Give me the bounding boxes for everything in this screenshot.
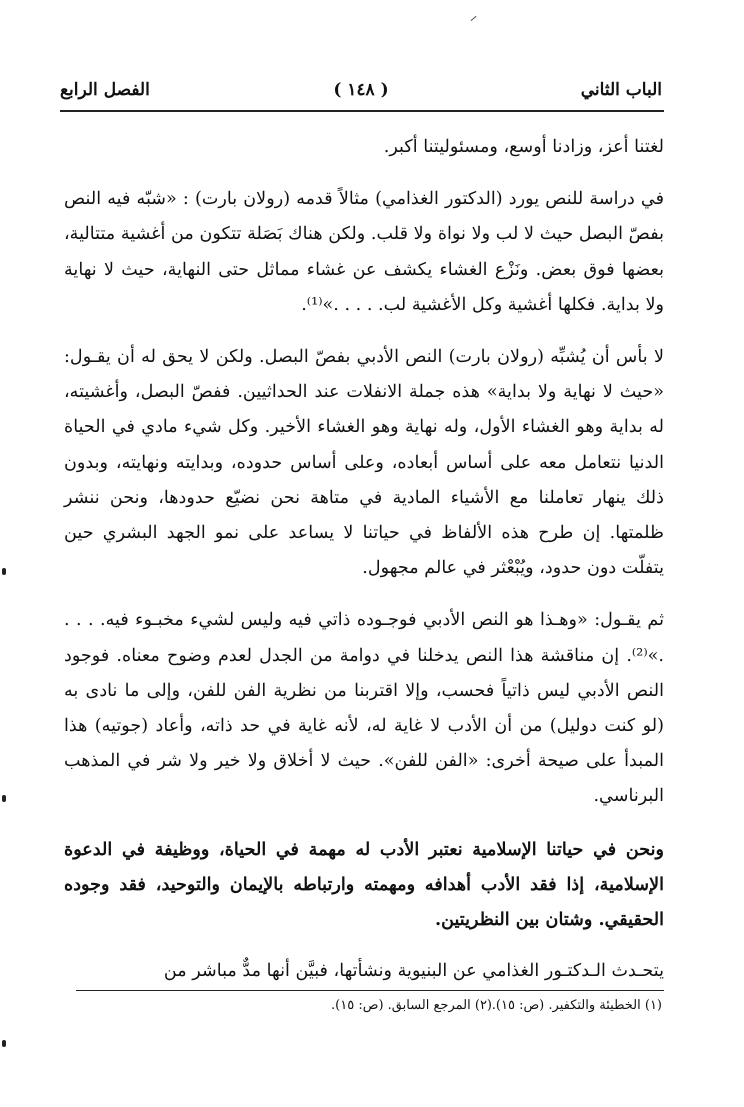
paragraph-3: لا بأس أن يُشبِّه (رولان بارت) النص الأدبي بفصّ البصل. ولكن لا يحق له أن يقـول: «حيث لا نهاية ولا بداية» هذه جملة الانفلات عند الحداثيين. ففصّ البصل، وأغشيته، له بداية وهو الغشاء الأول، وله نهاية وهو الغشاء الأخير. وكل شيء مادي في الحياة الدنيا نتعامل معه على أساس أبعاده، وعلى أساس حدوده، وبدايته ونهايته، وبدون ذلك ينهار تعاملنا مع الأشياء المادية في متاهة نحن نضيّع حدودها، ونحن ننشر ظلمتها. إن طرح هذه الألفاظ في حياتنا لا يساعد على نمو الجهد البشري حين يتفلّت دون حدود، ويُبْعْثر في عالم مجهول.	[64, 347, 664, 579]
paragraph-4: ثم يقـول: «وهـذا هو النص الأدبي فوجـوده ذاتي فيه وليس لشيء مخبـوء فيه. . . . .»⁽²⁾. إن مناقشة هذا النص يدخلنا في دوامة من الجدل لعدم وضوح معناه. فوجود النص الأدبي ليس ذاتياً فحسب، وإلا اقتربنا من نظرية الفن للفن، وإلى ما نادى به (لو كنت دوليل) من أن الأدب لا غاية له، لأنه غاية في حد ذاته، وأعاد (جوتيه) هذا المبدأ على صيحة أخرى: «الفن للفن». حيث لا أخلاق ولا خير ولا شر في المذهب البرناسي.	[64, 610, 664, 807]
chapter-title: الباب الثاني	[580, 80, 662, 100]
footnote-1: (١) الخطيئة والتكفير. (ص: ١٥).	[491, 998, 662, 1013]
page-number: ( ١٤٨ )	[333, 80, 389, 100]
scan-mark	[470, 16, 476, 21]
paragraph-2: في دراسة للنص يورد (الدكتور الغذامي) مثالاً قدمه (رولان بارت) : «شبّه فيه النص بفصّ البصل حيث لا لب ولا نواة ولا قلب. ولكن هناك بَصَلة تتكون من أغشية متتالية، بعضها فوق بعض. ونَزْع الغشاء يكشف عن غشاء مماثل حتى النهاية، حيث لا نهاية ولا بداية. فكلها أغشية وكل الأغشية لب. . . . .»⁽¹⁾.	[64, 189, 664, 315]
header-divider	[60, 110, 664, 112]
page-body	[64, 130, 664, 989]
paragraph-1: لغتنا أعز، وزادنا أوسع، ومسئوليتنا أكبر.	[383, 137, 664, 157]
footnote-2: (٢) المرجع السابق. (ص: ١٥).	[331, 998, 492, 1013]
footnotes	[76, 998, 662, 1024]
margin-dot	[2, 568, 6, 575]
margin-dot	[2, 1040, 6, 1047]
section-title: الفصل الرابع	[60, 80, 150, 100]
paragraph-5: ونحن في حياتنا الإسلامية نعتبر الأدب له مهمة في الحياة، ووظيفة في الدعوة الإسلامية، إذا فقد الأدب أهدافه ومهمته وارتباطه بالإيمان والتوحيد، فقد وجوده الحقيقي. وشتان بين النظريتين.	[64, 838, 664, 931]
paragraph-6: يتحـدث الـدكتـور الغذامي عن البنيوية ونشأتها، فبيَّن أنها مدٌّ مباشر من	[163, 961, 664, 982]
margin-dot	[2, 795, 6, 802]
footnote-divider	[76, 990, 664, 991]
running-header	[60, 80, 662, 108]
